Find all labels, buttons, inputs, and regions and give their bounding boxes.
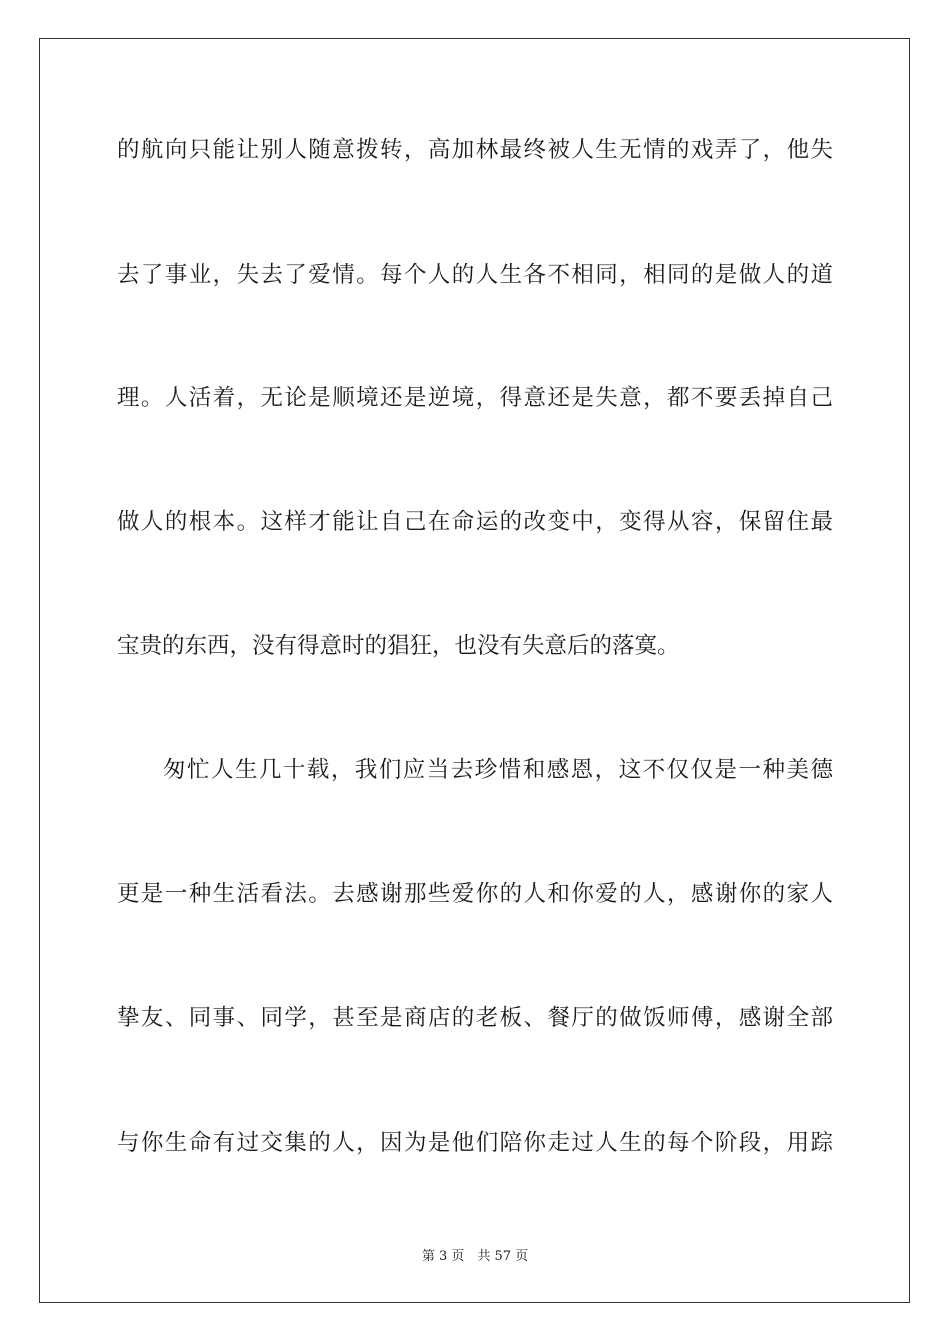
paragraph-line-5: 宝贵的东西，没有得意时的猖狂，也没有失意后的落寞。 (117, 633, 680, 659)
paragraph-line-9: 与你生命有过交集的人，因为是他们陪你走过人生的每个阶段，用踪 (117, 1130, 833, 1156)
paragraph-line-4: 做人的根本。这样才能让自己在命运的改变中，变得从容，保留住最 (117, 509, 833, 535)
paragraph-line-6: 匆忙人生几十载，我们应当去珍惜和感恩，这不仅仅是一种美德 (163, 757, 833, 783)
paragraph-line-7: 更是一种生活看法。去感谢那些爱你的人和你爱的人，感谢你的家人 (117, 881, 833, 907)
paragraph-line-3: 理。人活着，无论是顺境还是逆境，得意还是失意，都不要丢掉自己 (117, 385, 833, 411)
page-number-footer: 第 3 页 共 57 页 (421, 1249, 529, 1264)
paragraph-line-1: 的航向只能让别人随意拨转，高加林最终被人生无情的戏弄了，他失 (117, 137, 833, 163)
page-border (39, 38, 910, 1303)
paragraph-line-2: 去了事业，失去了爱情。每个人的人生各不相同，相同的是做人的道 (117, 262, 833, 288)
paragraph-line-8: 挚友、同事、同学，甚至是商店的老板、餐厅的做饭师傅，感谢全部 (117, 1005, 833, 1031)
